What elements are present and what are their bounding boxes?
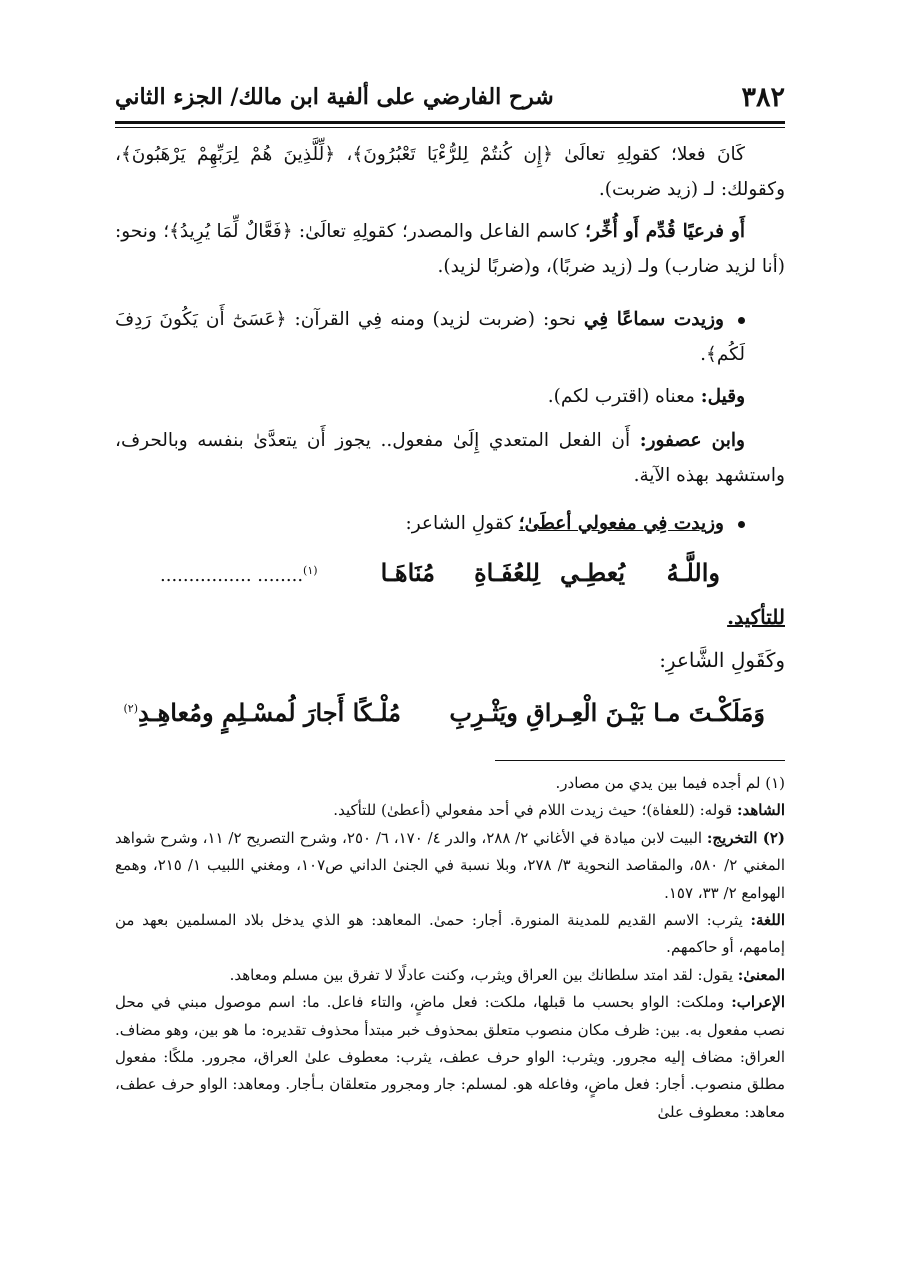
footnote-ref: (١) bbox=[303, 564, 318, 577]
footnote-ref: (٢) bbox=[123, 702, 138, 715]
footnote-shahid bbox=[115, 797, 785, 824]
verse-hemistich-2: مُلْـكًا أَجارَ لُمسْـلِمٍ ومُعاهِـدِ bbox=[138, 698, 402, 727]
footnote-label: المعنىٰ: bbox=[737, 965, 785, 984]
footnote-label: اللغة: bbox=[750, 911, 785, 930]
bullet-samaan bbox=[115, 302, 785, 372]
bold-lead: وزيدت سماعًا فِي bbox=[583, 309, 724, 330]
bold-lead: وزيدت فِي مفعولي أعطَىٰ؛ bbox=[518, 513, 724, 534]
paragraph-line: ونحو: (أنا لزيد ضارب) ولـ (زيد ضربًا)، و(ضربًا لزيد). bbox=[115, 221, 785, 277]
footnote-separator bbox=[495, 760, 785, 761]
bullet-mafuli-ata bbox=[115, 506, 785, 541]
footnote-mana bbox=[115, 962, 785, 989]
verse-two bbox=[123, 698, 765, 727]
header-rule-thick bbox=[115, 121, 785, 124]
footnote-text: وملكت: الواو بحسب ما قبلها، ملكت: فعل ماضٍ، والتاء فاعل. ما: اسم موصول مبني في محل نصب مفعول به. بين: ظرف مكان منصوب متعلق بمحذوف خبر مبتدأ محذوف تقديره: ما هو بين، وهو مضاف. العراق: مضاف إليه مجرور. ويثرب: الواو حرف عطف، يثرب: معطوف علىٰ العراق، مجرور. ملكًا: مفعول مطلق منصوب. أجار: فعل ماضٍ، وفاعله هو. لمسلم: جار ومجرور متعلقان بـأجار. ومعاهد: الواو حرف عطف، معاهد: معطوف علىٰ bbox=[115, 993, 785, 1121]
paragraph-text: أَن الفعل المتعدي إِلَىٰ مفعول.. يجوز أَن يتعدَّىٰ بنفسه وبالحرف، واستشهد بهذه الآية. bbox=[115, 430, 785, 486]
paragraph-qila bbox=[115, 379, 785, 414]
footnotes bbox=[115, 770, 785, 1126]
footnote-text: البيت لابن ميادة في الأغاني ٢/ ٢٨٨، والدر ٤/ ١٧٠، ٦/ ٢٥٠، وشرح التصريح ٢/ ١١، وشرح شواهد المغني ٢/ ٥٨٠، والمقاصد النحوية ٣/ ٢٧٨، وبلا نسبة في الجنىٰ الداني ص١٠٧، ومغني اللبيب ١/ ٢١٥، وهمع الهوامع ٢/ ٣٣، ١٥٧. bbox=[115, 828, 786, 902]
verse-word: يُعطِـي bbox=[560, 558, 625, 587]
footnote-1: (١) لم أجده فيما بين يدي من مصادر. bbox=[555, 774, 785, 792]
footnote-text: يقول: لقد امتد سلطانك بين العراق ويثرب، وكنت عادلًا لا تفرق بين مسلم ومعاهد. bbox=[229, 965, 738, 984]
verse-dots bbox=[160, 564, 318, 586]
bullet-icon bbox=[738, 317, 745, 324]
running-title: شرح الفارضي على ألفية ابن مالك/ الجزء الثاني bbox=[115, 84, 554, 110]
paragraph-text: كاسم الفاعل والمصدر؛ كقولِهِ تعالَىٰ: ﴿فَعَّالٌ لِّمَا يُرِيدُ﴾؛ bbox=[163, 221, 586, 242]
page-number: ٣٨٢ bbox=[741, 82, 785, 113]
footnote-lugha bbox=[115, 907, 785, 962]
paragraph-farian bbox=[115, 214, 785, 284]
header-rule-thin bbox=[115, 127, 785, 128]
verse-ellipsis: ........ ................ bbox=[160, 565, 304, 586]
paragraph-text: كقولِ الشاعر: bbox=[405, 513, 519, 534]
paragraph-ibn-usfur bbox=[115, 423, 785, 493]
bold-lead: وقيل: bbox=[700, 386, 745, 407]
paragraph-text: نحو: (ضربت لزيد) ومنه فِي القرآن: ﴿عَسَىٰٓ أَن يَكُونَ رَدِفَ لَكُم﴾. bbox=[115, 309, 745, 365]
paragraph-kana-fiilan bbox=[115, 137, 785, 207]
verse-word: مُنَاهَـا bbox=[380, 558, 435, 587]
paragraph-text: معناه (اقترب لكم). bbox=[547, 386, 701, 407]
kaqawl-shair-label: وكَقَولِ الشَّاعرِ: bbox=[659, 648, 785, 672]
bold-lead: أَو فرعيًا قُدِّم أَو أُخِّر؛ bbox=[585, 221, 745, 242]
footnote-text: قوله: (للعفاة)؛ حيث زيدت اللام في أحد مفعولي (أعطىٰ) للتأكيد. bbox=[333, 801, 737, 820]
verse-word: واللَّـهُ bbox=[666, 558, 720, 587]
footnote-label: الشاهد: bbox=[736, 801, 785, 820]
footnote-label: الإعراب: bbox=[731, 993, 785, 1012]
footnote-label: (٢) التخريج: bbox=[706, 828, 785, 847]
lil-takid-label: للتأكيد. bbox=[727, 605, 785, 629]
footnote-text: يثرب: الاسم القديم للمدينة المنورة. أجار: حمىٰ. المعاهد: هو الذي يدخل بلاد المسلمين بعهد من إمامهم، أو حاكمهم. bbox=[115, 911, 785, 957]
paragraph-line: كَانَ فعلا؛ كقولِهِ تعالَىٰ ﴿إِن كُنتُمْ لِلرُّءْيَا تَعْبُرُونَ﴾، ﴿لِّلَّذِينَ هُمْ لِرَبِّهِمْ يَرْهَبُونَ﴾، bbox=[115, 144, 745, 165]
bold-lead: وابن عصفور: bbox=[639, 430, 745, 451]
verse-hemistich-1: وَمَلَكْـتَ مـا بَيْـنَ الْعِـراقِ ويَثْـرِبِ bbox=[449, 698, 765, 727]
footnote-irab bbox=[115, 989, 785, 1126]
page-header bbox=[115, 78, 785, 118]
footnote-2-takhrij bbox=[115, 825, 785, 907]
paragraph-line: وكقولك: لـ (زيد ضربت). bbox=[598, 179, 785, 200]
verse-word: لِلعُفَـاةِ bbox=[474, 558, 540, 587]
bullet-icon bbox=[738, 521, 745, 528]
